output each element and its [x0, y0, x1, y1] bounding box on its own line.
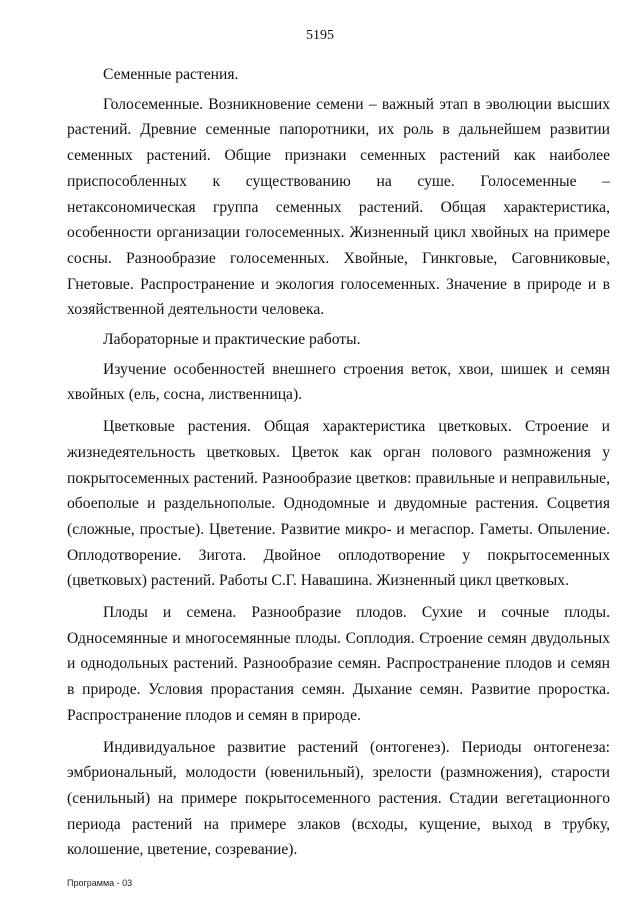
document-body	[67, 62, 610, 867]
page-number: 5195	[306, 28, 334, 43]
paragraph-fruits-seeds: Плоды и семена. Разнообразие плодов. Сухие и сочные плоды. Односемянные и многосемянные плоды. Соплодия. Строение семян двудольных и однодольных растений. Разнообразие семян. Распространение плодов и семян в природе. Условия прорастания семян. Дыхание семян. Развитие проростка. Распространение плодов и семян в природе.	[67, 604, 610, 724]
paragraph-ontogenesis: Индивидуальное развитие растений (онтогенез). Периоды онтогенеза: эмбриональный, молодости (ювенильный), зрелости (размножения), старости (сенильный) на примере покрытосеменного растения. Стадии вегетационного периода растений на примере злаков (всходы, кущение, выход в трубку, колошение, цветение, созревание).	[67, 738, 610, 859]
paragraph-gymnosperms: Голосеменные. Возникновение семени – важный этап в эволюции высших растений. Древние семенные папоротники, их роль в дальнейшем развитии семенных растений. Общие признаки семенных растений как наиболее приспособленных к существованию на суше. Голосеменные – нетаксономическая группа семенных растений. Общая характеристика, особенности организации голосеменных. Жизненный цикл хвойных на примере сосны. Разнообразие голосеменных. Хвойные, Гинкговые, Саговниковые, Гнетовые. Распространение и экология голосеменных. Значение в природе и в хозяйственной деятельности человека.	[67, 95, 610, 319]
section-heading-seed-plants: Семенные растения.	[103, 66, 239, 83]
footer-label: Программа - 03	[67, 878, 133, 888]
paragraph-flowering-plants: Цветковые растения. Общая характеристика цветковых. Строение и жизнедеятельность цветковых. Цветок как орган полового размножения у покрытосеменных растений. Разнообразие цветков: правильные и неправильные, обоеполые и раздельнополые. Однодомные и двудомные растения. Соцветия (сложные, простые). Цветение. Развитие микро- и мегаспор. Гаметы. Опыление. Оплодотворение. Зигота. Двойное оплодотворение у покрытосеменных (цветковых) растений. Работы С.Г. Навашина. Жизненный цикл цветковых.	[67, 418, 610, 590]
section-heading-lab-works: Лабораторные и практические работы.	[103, 331, 361, 349]
paragraph-conifer-study: Изучение особенностей внешнего строения веток, хвои, шишек и семян хвойных (ель, сосна, лиственница).	[67, 360, 610, 404]
